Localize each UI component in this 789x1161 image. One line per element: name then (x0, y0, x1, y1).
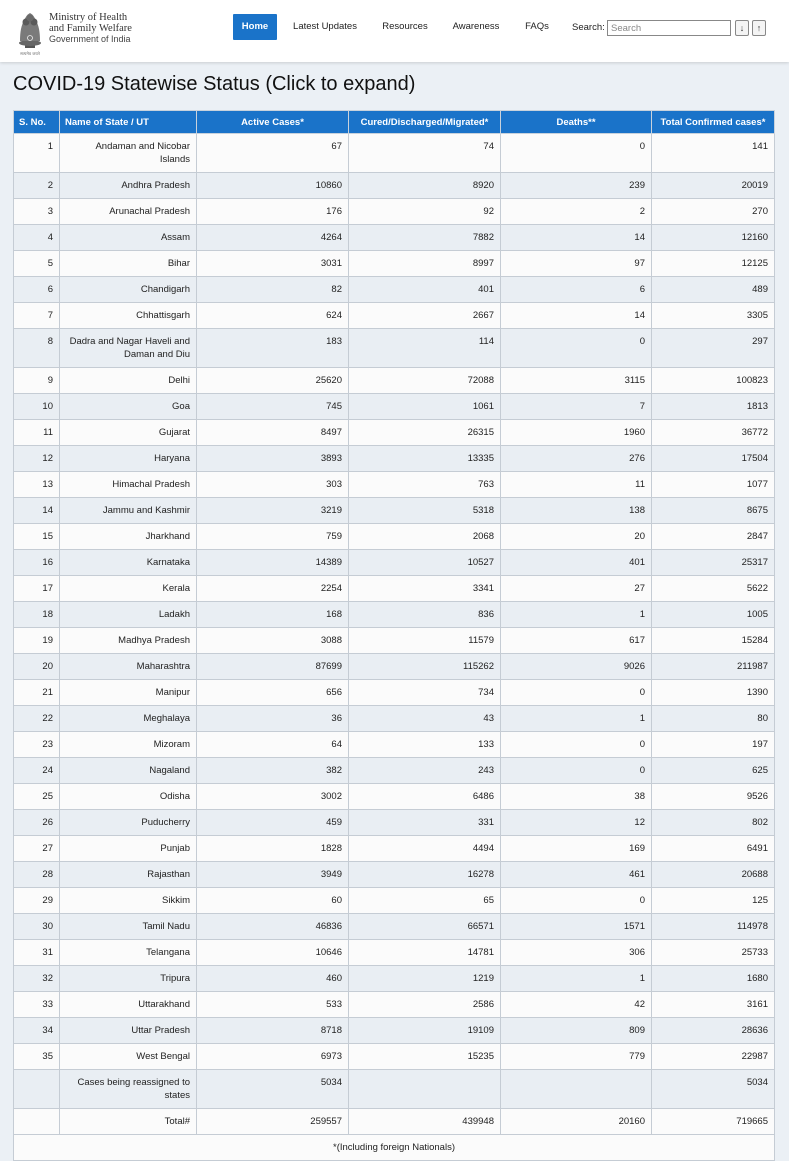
cell-state: Odisha (60, 784, 197, 810)
table-row[interactable] (14, 628, 775, 654)
table-row[interactable] (14, 134, 775, 173)
cell-cured: 133 (349, 732, 501, 758)
cell-state: Goa (60, 394, 197, 420)
cell-state: Tamil Nadu (60, 914, 197, 940)
cell-state: Jammu and Kashmir (60, 498, 197, 524)
cell-confirmed: 489 (652, 277, 775, 303)
search-label: Search: (572, 22, 605, 33)
cell-cured: 3341 (349, 576, 501, 602)
cell-cured: 66571 (349, 914, 501, 940)
cell-cured: 243 (349, 758, 501, 784)
cell-active: 10860 (197, 173, 349, 199)
cell-state: Ladakh (60, 602, 197, 628)
cell-state: Cases being reassigned to states (60, 1070, 197, 1109)
cell-state: Chhattisgarh (60, 303, 197, 329)
cell-cured: 11579 (349, 628, 501, 654)
cell-confirmed: 12160 (652, 225, 775, 251)
cell-cured: 2068 (349, 524, 501, 550)
cell-sno: 11 (14, 420, 60, 446)
cell-sno (14, 1109, 60, 1135)
cell-sno: 25 (14, 784, 60, 810)
cell-sno: 21 (14, 680, 60, 706)
cell-cured: 72088 (349, 368, 501, 394)
cell-active: 60 (197, 888, 349, 914)
cell-deaths: 1 (501, 706, 652, 732)
table-row[interactable] (14, 394, 775, 420)
cell-cured: 114 (349, 329, 501, 368)
cell-sno: 23 (14, 732, 60, 758)
cell-active: 259557 (197, 1109, 349, 1135)
cell-confirmed: 28636 (652, 1018, 775, 1044)
cell-confirmed: 802 (652, 810, 775, 836)
cell-confirmed: 2847 (652, 524, 775, 550)
table-row[interactable] (14, 303, 775, 329)
col-header-deaths[interactable]: Deaths** (501, 111, 652, 134)
col-header-active[interactable]: Active Cases* (197, 111, 349, 134)
cell-cured: 92 (349, 199, 501, 225)
table-row[interactable] (14, 199, 775, 225)
cell-deaths: 12 (501, 810, 652, 836)
cell-cured: 2586 (349, 992, 501, 1018)
statewise-table (13, 110, 775, 1161)
cell-confirmed: 1390 (652, 680, 775, 706)
table-row[interactable] (14, 277, 775, 303)
cell-active: 67 (197, 134, 349, 173)
cell-active: 459 (197, 810, 349, 836)
cell-sno: 26 (14, 810, 60, 836)
cell-confirmed: 36772 (652, 420, 775, 446)
cell-sno: 19 (14, 628, 60, 654)
cell-deaths: 0 (501, 758, 652, 784)
cell-sno: 10 (14, 394, 60, 420)
cell-deaths: 9026 (501, 654, 652, 680)
cell-state: Uttar Pradesh (60, 1018, 197, 1044)
table-row[interactable] (14, 368, 775, 394)
cell-sno: 12 (14, 446, 60, 472)
cell-cured: 4494 (349, 836, 501, 862)
page-title[interactable]: COVID-19 Statewise Status (Click to expand) (13, 73, 416, 95)
cell-deaths (501, 1070, 652, 1109)
cell-confirmed: 12125 (652, 251, 775, 277)
cell-active: 4264 (197, 225, 349, 251)
table-body (14, 134, 775, 1135)
cell-cured: 1219 (349, 966, 501, 992)
table-row[interactable] (14, 173, 775, 199)
cell-deaths: 97 (501, 251, 652, 277)
cell-confirmed: 20688 (652, 862, 775, 888)
cell-sno: 31 (14, 940, 60, 966)
cell-confirmed: 1005 (652, 602, 775, 628)
cell-state: Karnataka (60, 550, 197, 576)
cell-deaths: 11 (501, 472, 652, 498)
cell-state: Nagaland (60, 758, 197, 784)
cell-sno: 13 (14, 472, 60, 498)
table-row[interactable] (14, 472, 775, 498)
cell-confirmed: 625 (652, 758, 775, 784)
cell-deaths: 306 (501, 940, 652, 966)
cell-state: Mizoram (60, 732, 197, 758)
cell-state: Kerala (60, 576, 197, 602)
table-row[interactable] (14, 1109, 775, 1135)
cell-active: 8497 (197, 420, 349, 446)
cell-confirmed: 9526 (652, 784, 775, 810)
cell-active: 759 (197, 524, 349, 550)
table-row[interactable] (14, 1044, 775, 1070)
table-row[interactable] (14, 602, 775, 628)
cell-active: 303 (197, 472, 349, 498)
search-input[interactable] (607, 20, 731, 36)
table-row[interactable] (14, 225, 775, 251)
col-header-sno[interactable]: S. No. (14, 111, 60, 134)
table-row[interactable] (14, 706, 775, 732)
cell-deaths: 0 (501, 329, 652, 368)
cell-deaths: 461 (501, 862, 652, 888)
cell-confirmed: 270 (652, 199, 775, 225)
cell-deaths: 14 (501, 225, 652, 251)
table-row[interactable] (14, 784, 775, 810)
cell-state: West Bengal (60, 1044, 197, 1070)
cell-confirmed: 15284 (652, 628, 775, 654)
cell-deaths: 27 (501, 576, 652, 602)
table-row[interactable] (14, 524, 775, 550)
cell-cured: 43 (349, 706, 501, 732)
cell-cured: 2667 (349, 303, 501, 329)
cell-cured: 7882 (349, 225, 501, 251)
cell-active: 3088 (197, 628, 349, 654)
cell-state: Assam (60, 225, 197, 251)
cell-sno: 32 (14, 966, 60, 992)
table-row[interactable] (14, 992, 775, 1018)
cell-state: Delhi (60, 368, 197, 394)
cell-active: 3949 (197, 862, 349, 888)
cell-deaths: 138 (501, 498, 652, 524)
cell-active: 8718 (197, 1018, 349, 1044)
cell-active: 87699 (197, 654, 349, 680)
emblem-caption: सत्यमेव जयते (20, 51, 40, 56)
cell-cured: 734 (349, 680, 501, 706)
cell-confirmed: 297 (652, 329, 775, 368)
cell-active: 460 (197, 966, 349, 992)
cell-sno: 5 (14, 251, 60, 277)
cell-cured: 1061 (349, 394, 501, 420)
cell-active: 3002 (197, 784, 349, 810)
cell-cured: 439948 (349, 1109, 501, 1135)
cell-active: 14389 (197, 550, 349, 576)
table-row[interactable] (14, 654, 775, 680)
cell-sno (14, 1070, 60, 1109)
cell-cured: 15235 (349, 1044, 501, 1070)
cell-sno: 1 (14, 134, 60, 173)
cell-sno: 34 (14, 1018, 60, 1044)
nav-resources[interactable]: Resources (382, 21, 428, 32)
cell-cured: 115262 (349, 654, 501, 680)
cell-confirmed: 125 (652, 888, 775, 914)
cell-deaths: 0 (501, 732, 652, 758)
cell-cured: 8920 (349, 173, 501, 199)
table-row[interactable] (14, 680, 775, 706)
cell-sno: 7 (14, 303, 60, 329)
ministry-line-1: Ministry of Health (49, 12, 128, 23)
cell-cured: 763 (349, 472, 501, 498)
cell-deaths: 3115 (501, 368, 652, 394)
nav-latest-updates[interactable]: Latest Updates (293, 21, 357, 32)
table-row[interactable] (14, 862, 775, 888)
site-header (0, 0, 789, 62)
table-row[interactable] (14, 732, 775, 758)
cell-deaths: 276 (501, 446, 652, 472)
cell-sno: 14 (14, 498, 60, 524)
cell-state: Andhra Pradesh (60, 173, 197, 199)
cell-state: Andaman and Nicobar Islands (60, 134, 197, 173)
cell-active: 64 (197, 732, 349, 758)
nav-home[interactable]: Home (233, 14, 277, 40)
cell-confirmed: 1813 (652, 394, 775, 420)
table-row[interactable] (14, 1018, 775, 1044)
cell-sno: 8 (14, 329, 60, 368)
cell-sno: 2 (14, 173, 60, 199)
cell-confirmed: 6491 (652, 836, 775, 862)
cell-active: 82 (197, 277, 349, 303)
cell-sno: 35 (14, 1044, 60, 1070)
cell-confirmed: 3161 (652, 992, 775, 1018)
cell-cured: 8997 (349, 251, 501, 277)
cell-confirmed: 17504 (652, 446, 775, 472)
cell-deaths: 20 (501, 524, 652, 550)
cell-active: 6973 (197, 1044, 349, 1070)
cell-active: 624 (197, 303, 349, 329)
cell-confirmed: 22987 (652, 1044, 775, 1070)
cell-confirmed: 8675 (652, 498, 775, 524)
cell-cured: 5318 (349, 498, 501, 524)
cell-confirmed: 211987 (652, 654, 775, 680)
table-row[interactable] (14, 914, 775, 940)
table-row[interactable] (14, 251, 775, 277)
cell-deaths: 239 (501, 173, 652, 199)
cell-state: Rajasthan (60, 862, 197, 888)
table-row[interactable] (14, 329, 775, 368)
cell-state: Dadra and Nagar Haveli and Daman and Diu (60, 329, 197, 368)
cell-active: 3031 (197, 251, 349, 277)
cell-sno: 4 (14, 225, 60, 251)
cell-deaths: 1 (501, 966, 652, 992)
cell-active: 10646 (197, 940, 349, 966)
cell-cured: 331 (349, 810, 501, 836)
cell-deaths: 14 (501, 303, 652, 329)
cell-sno: 16 (14, 550, 60, 576)
cell-deaths: 38 (501, 784, 652, 810)
cell-state: Gujarat (60, 420, 197, 446)
cell-deaths: 0 (501, 888, 652, 914)
nav-awareness[interactable]: Awareness (452, 21, 500, 32)
nav-faqs[interactable]: FAQs (525, 21, 549, 32)
cell-sno: 29 (14, 888, 60, 914)
table-row[interactable] (14, 446, 775, 472)
cell-state: Meghalaya (60, 706, 197, 732)
cell-active: 2254 (197, 576, 349, 602)
table-row[interactable] (14, 836, 775, 862)
cell-active: 3893 (197, 446, 349, 472)
cell-deaths: 1 (501, 602, 652, 628)
cell-cured: 6486 (349, 784, 501, 810)
cell-state: Manipur (60, 680, 197, 706)
cell-deaths: 42 (501, 992, 652, 1018)
cell-confirmed: 25733 (652, 940, 775, 966)
cell-deaths: 617 (501, 628, 652, 654)
cell-confirmed: 719665 (652, 1109, 775, 1135)
cell-sno: 3 (14, 199, 60, 225)
cell-active: 382 (197, 758, 349, 784)
table-row[interactable] (14, 576, 775, 602)
cell-active: 176 (197, 199, 349, 225)
footnote-row (14, 1135, 775, 1161)
cell-cured (349, 1070, 501, 1109)
table-row[interactable] (14, 758, 775, 784)
cell-deaths: 20160 (501, 1109, 652, 1135)
cell-deaths: 2 (501, 199, 652, 225)
col-header-cured[interactable]: Cured/Discharged/Migrated* (349, 111, 501, 134)
cell-confirmed: 80 (652, 706, 775, 732)
cell-state: Chandigarh (60, 277, 197, 303)
search-down-button[interactable]: ↓ (735, 20, 749, 36)
cell-state: Madhya Pradesh (60, 628, 197, 654)
cell-confirmed: 20019 (652, 173, 775, 199)
cell-cured: 65 (349, 888, 501, 914)
ministry-title[interactable] (49, 12, 132, 45)
cell-state: Punjab (60, 836, 197, 862)
cell-sno: 33 (14, 992, 60, 1018)
cell-sno: 24 (14, 758, 60, 784)
cell-confirmed: 5034 (652, 1070, 775, 1109)
table-header-row (14, 111, 775, 134)
table-row[interactable] (14, 420, 775, 446)
cell-deaths: 0 (501, 134, 652, 173)
cell-sno: 28 (14, 862, 60, 888)
cell-active: 183 (197, 329, 349, 368)
cell-active: 46836 (197, 914, 349, 940)
cell-confirmed: 5622 (652, 576, 775, 602)
cell-state: Arunachal Pradesh (60, 199, 197, 225)
cell-confirmed: 141 (652, 134, 775, 173)
cell-active: 168 (197, 602, 349, 628)
cell-deaths: 7 (501, 394, 652, 420)
cell-sno: 18 (14, 602, 60, 628)
cell-sno: 27 (14, 836, 60, 862)
national-emblem-icon[interactable] (12, 5, 48, 57)
col-header-state[interactable]: Name of State / UT (60, 111, 197, 134)
table-row[interactable] (14, 966, 775, 992)
table-row[interactable] (14, 550, 775, 576)
cell-active: 533 (197, 992, 349, 1018)
table-row[interactable] (14, 940, 775, 966)
cell-state: Tripura (60, 966, 197, 992)
cell-state: Sikkim (60, 888, 197, 914)
cell-deaths: 779 (501, 1044, 652, 1070)
cell-confirmed: 197 (652, 732, 775, 758)
cell-confirmed: 25317 (652, 550, 775, 576)
cell-state: Himachal Pradesh (60, 472, 197, 498)
cell-state: Uttarakhand (60, 992, 197, 1018)
cell-sno: 30 (14, 914, 60, 940)
cell-cured: 19109 (349, 1018, 501, 1044)
cell-state: Bihar (60, 251, 197, 277)
cell-deaths: 6 (501, 277, 652, 303)
table-row[interactable] (14, 498, 775, 524)
cell-sno: 9 (14, 368, 60, 394)
cell-deaths: 1571 (501, 914, 652, 940)
cell-cured: 401 (349, 277, 501, 303)
cell-active: 1828 (197, 836, 349, 862)
cell-cured: 16278 (349, 862, 501, 888)
cell-cured: 14781 (349, 940, 501, 966)
cell-sno: 22 (14, 706, 60, 732)
search-up-button[interactable]: ↑ (752, 20, 766, 36)
cell-confirmed: 1680 (652, 966, 775, 992)
cell-deaths: 401 (501, 550, 652, 576)
cell-state: Maharashtra (60, 654, 197, 680)
cell-deaths: 1960 (501, 420, 652, 446)
cell-cured: 10527 (349, 550, 501, 576)
cell-confirmed: 1077 (652, 472, 775, 498)
ministry-line-3: Government of India (49, 34, 131, 44)
cell-deaths: 0 (501, 680, 652, 706)
cell-cured: 13335 (349, 446, 501, 472)
cell-active: 25620 (197, 368, 349, 394)
table-row[interactable] (14, 888, 775, 914)
cell-cured: 836 (349, 602, 501, 628)
cell-deaths: 169 (501, 836, 652, 862)
col-header-confirmed[interactable]: Total Confirmed cases* (652, 111, 775, 134)
cell-state: Telangana (60, 940, 197, 966)
cell-state: Haryana (60, 446, 197, 472)
cell-active: 745 (197, 394, 349, 420)
cell-confirmed: 114978 (652, 914, 775, 940)
cell-cured: 74 (349, 134, 501, 173)
cell-sno: 15 (14, 524, 60, 550)
cell-sno: 17 (14, 576, 60, 602)
cell-sno: 20 (14, 654, 60, 680)
cell-active: 3219 (197, 498, 349, 524)
cell-active: 36 (197, 706, 349, 732)
cell-cured: 26315 (349, 420, 501, 446)
cell-confirmed: 100823 (652, 368, 775, 394)
cell-active: 5034 (197, 1070, 349, 1109)
cell-confirmed: 3305 (652, 303, 775, 329)
cell-state: Jharkhand (60, 524, 197, 550)
cell-state: Total# (60, 1109, 197, 1135)
cell-state: Puducherry (60, 810, 197, 836)
table-row[interactable] (14, 1070, 775, 1109)
cell-deaths: 809 (501, 1018, 652, 1044)
cell-active: 656 (197, 680, 349, 706)
cell-sno: 6 (14, 277, 60, 303)
table-row[interactable] (14, 810, 775, 836)
ministry-line-2: and Family Welfare (49, 23, 132, 34)
footnote: *(Including foreign Nationals) (14, 1135, 775, 1161)
